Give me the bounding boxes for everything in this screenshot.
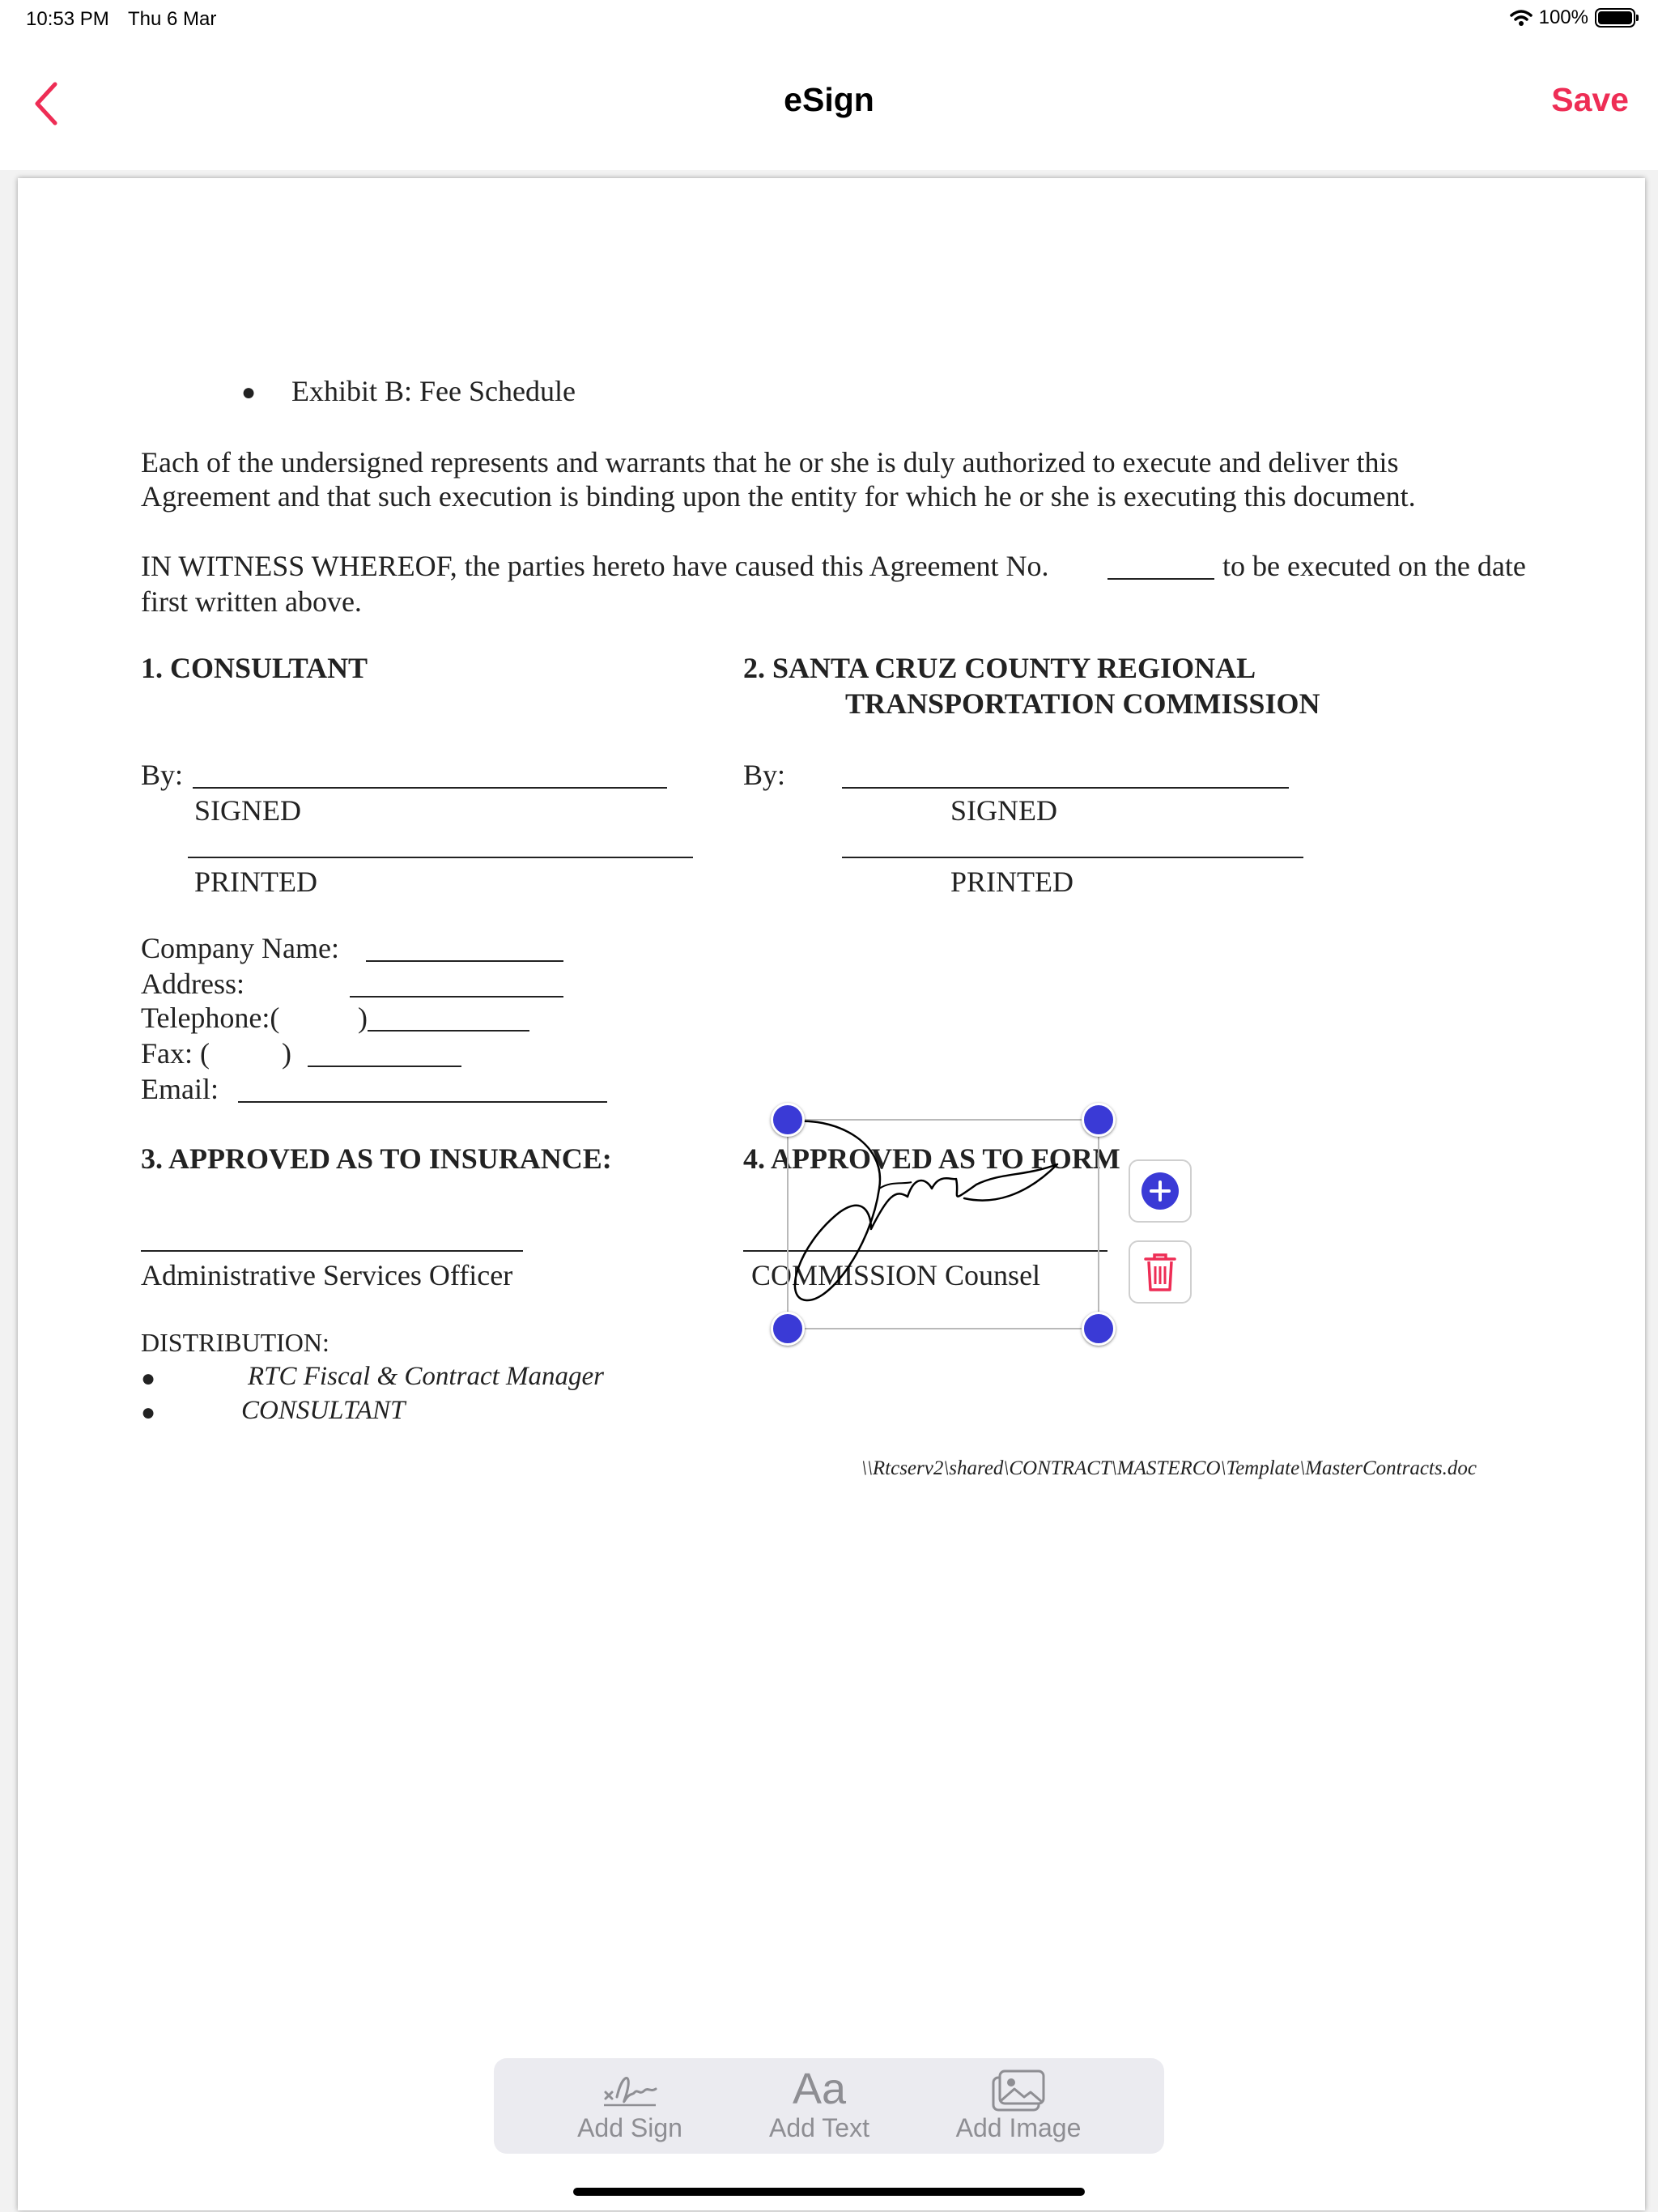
resize-handle-bottom-left[interactable] bbox=[771, 1312, 805, 1346]
resize-handle-bottom-right[interactable] bbox=[1082, 1312, 1116, 1346]
home-indicator bbox=[573, 2188, 1085, 2196]
paragraph-line: IN WITNESS WHEREOF, the parties hereto have caused this Agreement No. bbox=[141, 550, 1049, 582]
signature-line bbox=[842, 787, 1289, 789]
exhibit-item: Exhibit B: Fee Schedule bbox=[291, 375, 576, 407]
add-text-button[interactable] bbox=[738, 2066, 900, 2147]
add-image-button[interactable] bbox=[937, 2066, 1099, 2147]
signature-line bbox=[193, 787, 667, 789]
paragraph-line: first written above. bbox=[141, 585, 362, 618]
wifi-icon bbox=[1510, 9, 1533, 27]
photo-icon bbox=[990, 2068, 1047, 2112]
navigation-bar bbox=[0, 57, 1658, 146]
page-title: eSign bbox=[784, 81, 874, 118]
document-page bbox=[18, 178, 1645, 2210]
section-heading: 2. SANTA CRUZ COUNTY REGIONAL bbox=[743, 652, 1256, 684]
counsel-label: COMMISSION Counsel bbox=[751, 1259, 1041, 1291]
bottom-toolbar bbox=[494, 2058, 1164, 2154]
company-name-line bbox=[366, 960, 563, 962]
document-viewer[interactable] bbox=[0, 170, 1658, 2212]
add-text-label: Add Text bbox=[769, 2113, 869, 2142]
printed-line bbox=[842, 857, 1303, 858]
resize-handle-top-left[interactable] bbox=[771, 1103, 805, 1137]
delete-signature-button[interactable] bbox=[1129, 1240, 1192, 1304]
distribution-item: CONSULTANT bbox=[241, 1396, 406, 1425]
section-heading: 4. APPROVED AS TO FORM bbox=[743, 1142, 1120, 1175]
admin-officer-label: Administrative Services Officer bbox=[141, 1259, 513, 1291]
telephone-line bbox=[368, 1030, 529, 1032]
printed-label: PRINTED bbox=[194, 866, 317, 898]
company-name-label: Company Name: bbox=[141, 932, 339, 964]
distribution-item: RTC Fiscal & Contract Manager bbox=[248, 1362, 604, 1391]
add-sign-button[interactable] bbox=[549, 2066, 711, 2147]
file-path: \\Rtcserv2\shared\CONTRACT\MASTERCO\Template\MasterContracts.doc bbox=[861, 1457, 1477, 1479]
add-sign-label: Add Sign bbox=[577, 2113, 682, 2142]
signature-selection-box[interactable] bbox=[787, 1119, 1099, 1329]
fax-line bbox=[308, 1066, 461, 1067]
battery-percent: 100% bbox=[1538, 6, 1588, 28]
status-time: 10:53 PM bbox=[26, 8, 109, 30]
fax-label: Fax: ( bbox=[141, 1037, 210, 1070]
status-bar bbox=[0, 0, 1658, 39]
signed-label: SIGNED bbox=[194, 794, 301, 827]
bullet: ● bbox=[141, 1365, 156, 1392]
resize-handle-top-right[interactable] bbox=[1082, 1103, 1116, 1137]
printed-label: PRINTED bbox=[950, 866, 1073, 898]
by-label: By: bbox=[743, 759, 786, 791]
bullet: ● bbox=[141, 1399, 156, 1426]
distribution-heading: DISTRIBUTION: bbox=[141, 1328, 329, 1357]
plus-icon bbox=[1140, 1171, 1180, 1211]
text-icon: Aa bbox=[792, 2065, 847, 2113]
section-heading: TRANSPORTATION COMMISSION bbox=[845, 687, 1320, 720]
email-line bbox=[238, 1101, 607, 1103]
status-right bbox=[1510, 6, 1635, 29]
section-heading: 3. APPROVED AS TO INSURANCE: bbox=[141, 1142, 612, 1175]
trash-icon bbox=[1142, 1252, 1178, 1292]
telephone-close-paren: ) bbox=[358, 1002, 368, 1034]
by-label: By: bbox=[141, 759, 184, 791]
telephone-label: Telephone:( bbox=[141, 1002, 280, 1034]
section-heading: 1. CONSULTANT bbox=[141, 652, 368, 684]
fax-close-paren: ) bbox=[282, 1037, 291, 1070]
battery-icon bbox=[1595, 8, 1635, 28]
add-image-label: Add Image bbox=[955, 2113, 1082, 2142]
status-date: Thu 6 Mar bbox=[128, 8, 217, 30]
address-label: Address: bbox=[141, 968, 244, 1000]
address-line bbox=[350, 996, 563, 998]
save-button[interactable]: Save bbox=[1551, 81, 1629, 118]
signed-label: SIGNED bbox=[950, 794, 1057, 827]
signature-image bbox=[782, 1108, 1095, 1318]
add-signature-copy-button[interactable] bbox=[1129, 1159, 1192, 1223]
paragraph-line: to be executed on the date bbox=[1222, 550, 1526, 582]
paragraph-line: Each of the undersigned represents and warrants that he or she is duly authorized to execute and deliver this bbox=[141, 446, 1399, 479]
agreement-number-line bbox=[1107, 578, 1214, 580]
printed-line bbox=[188, 857, 693, 858]
email-label: Email: bbox=[141, 1073, 219, 1105]
signature-icon bbox=[597, 2068, 662, 2110]
bullet: ● bbox=[241, 379, 257, 406]
insurance-signature-line bbox=[141, 1250, 523, 1252]
paragraph-line: Agreement and that such execution is binding upon the entity for which he or she is executing this document. bbox=[141, 480, 1416, 513]
